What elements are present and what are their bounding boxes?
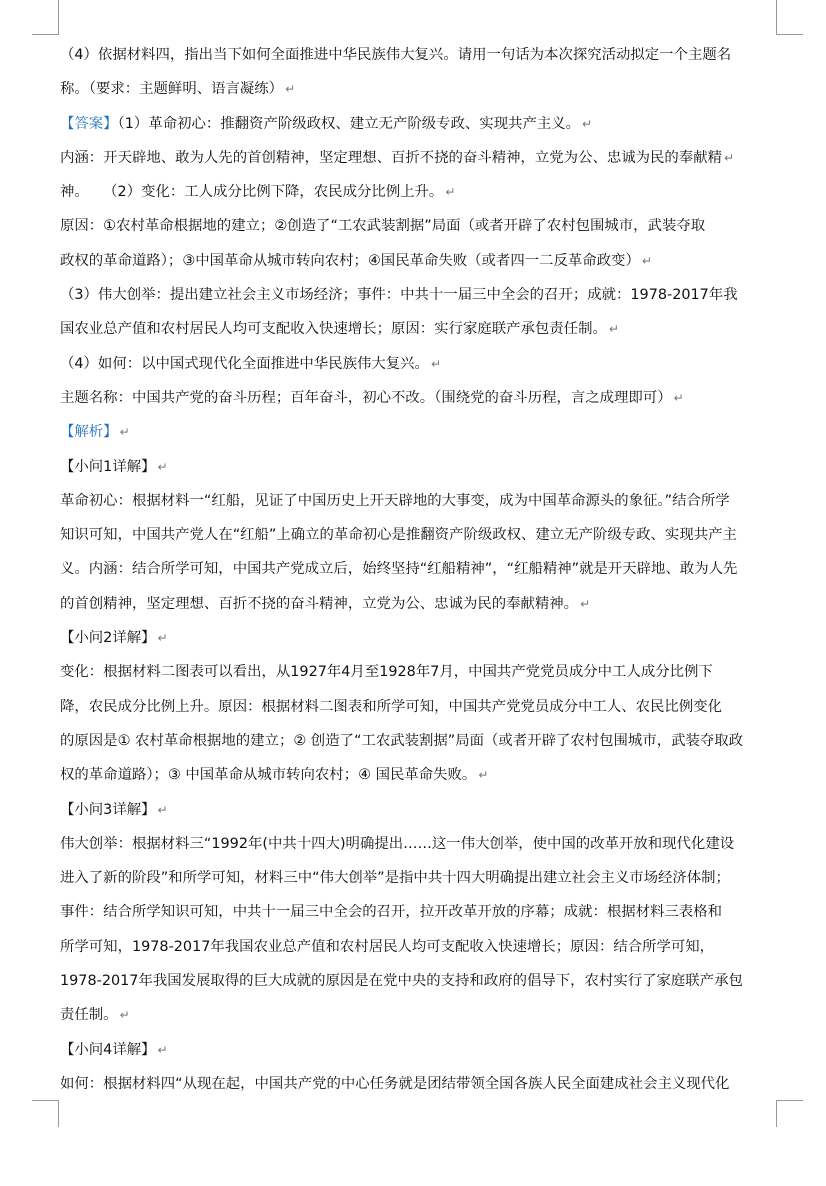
subquestion-heading-1: 【小问1详解】 ↵: [60, 458, 168, 475]
subquestion-heading-2: 【小问2详解】 ↵: [60, 630, 168, 647]
document-body: [60, 38, 778, 1101]
paragraph-mark: ↵: [157, 1042, 168, 1057]
text-line: 责任制。 ↵: [60, 1007, 130, 1024]
crop-mark-bottom-right: [776, 1100, 803, 1127]
text-line: 1978-2017年我国发展取得的巨大成就的原因是在党中央的支持和政府的倡导下，农村实行了家庭联产承包: [60, 973, 743, 990]
text-line: 降，农民成分比例上升。原因：根据材料二图表和所学可知，中国共产党党员成分中工人、农民比例变化: [60, 698, 722, 715]
text-line: 事件：结合所学知识可知，中共十一届三中全会的召开，拉开改革开放的序幕；成就：根据材料三表格和: [60, 904, 722, 921]
text-line: 义。内涵：结合所学可知，中国共产党成立后，始终坚持“红船精神”，“红船精神”就是开天辟地、敢为人先: [60, 561, 738, 578]
text-line: 称。（要求：主题鲜明、语言凝练） ↵: [60, 81, 296, 98]
paragraph-mark: ↵: [608, 322, 619, 337]
text-line: 变化：根据材料二图表可以看出，从1927年4月至1928年7月，中国共产党党员成分中工人成分比例下: [60, 664, 713, 681]
text-line: 所学可知，1978-2017年我国农业总产值和农村居民人均可支配收入快速增长；原因：结合所学可知，: [60, 938, 715, 955]
paragraph-mark: ↵: [430, 356, 441, 371]
text-line: （4）如何：以中国式现代化全面推进中华民族伟大复兴。 ↵: [60, 355, 441, 372]
text-line: 如何：根据材料四“从现在起，中国共产党的中心任务就是团结带领全国各族人民全面建成社会主义现代化: [60, 1075, 730, 1092]
subquestion-heading-3: 【小问3详解】 ↵: [60, 801, 168, 818]
text-line: 国农业总产值和农村居民人均可支配收入快速增长；原因：实行家庭联产承包责任制。 ↵: [60, 321, 619, 338]
paragraph-mark: ↵: [673, 390, 684, 405]
answer-label: 【答案】: [60, 115, 118, 132]
crop-mark-top-right: [776, 0, 803, 35]
paragraph-mark: ↵: [723, 150, 735, 165]
text-line: （4）依据材料四，指出当下如何全面推进中华民族伟大复兴。请用一句话为本次探究活动拟定一个主题名: [60, 47, 732, 63]
paragraph-mark: ↵: [119, 425, 130, 440]
text-line: 权的革命道路）；③ 中国革命从城市转向农村；④ 国民革命失败。 ↵: [60, 767, 489, 784]
crop-mark-top-left: [32, 0, 59, 35]
analysis-heading: 【解析】 ↵: [60, 424, 130, 441]
paragraph-mark: ↵: [119, 1008, 130, 1023]
paragraph-mark: ↵: [157, 631, 168, 646]
paragraph-mark: ↵: [478, 768, 489, 783]
answer-heading-line: 【答案】（1）革命初心：推翻资产阶级政权、建立无产阶级专政、实现共产主义。 ↵: [60, 115, 593, 132]
text-line: 的原因是① 农村革命根据地的建立；② 创造了“工农武装割据”局面（或者开辟了农村包围城市，武装夺取政: [60, 732, 744, 749]
paragraph-mark: ↵: [580, 596, 591, 611]
text-line: 内涵：开天辟地、敢为人先的首创精神，坚定理想、百折不挠的奋斗精神，立党为公、忠诚为民的奉献精 ↵: [60, 149, 735, 166]
text-line: 进入了新的阶段”和所学可知，材料三中“伟大创举”是指中共十四大明确提出建立社会主义市场经济体制；: [60, 870, 730, 887]
text-line: 主题名称：中国共产党的奋斗历程；百年奋斗，初心不改。（围绕党的奋斗历程，言之成理即可） ↵: [60, 389, 684, 406]
paragraph-mark: ↵: [157, 802, 168, 817]
text-line: 政权的革命道路）；③中国革命从城市转向农村；④国民革命失败（或者四一二反革命政变） ↵: [60, 252, 652, 269]
subquestion-heading-4: 【小问4详解】 ↵: [60, 1041, 168, 1058]
text-line: 革命初心：根据材料一“红船，见证了中国历史上开天辟地的大事变，成为中国革命源头的象征。”结合所学: [60, 492, 730, 509]
text-line: 神。 （2）变化：工人成分比例下降，农民成分比例上升。 ↵: [60, 184, 456, 201]
text-line: 伟大创举：根据材料三“1992年(中共十四大)明确提出……这一伟大创举，使中国的改革开放和现代化建设: [60, 835, 735, 852]
text-line: （3）伟大创举：提出建立社会主义市场经济；事件：中共十一届三中全会的召开；成就：1978-2017年我: [60, 287, 738, 304]
text-line: 的首创精神，坚定理想、百折不挠的奋斗精神，立党为公、忠诚为民的奉献精神。 ↵: [60, 595, 591, 612]
paragraph-mark: ↵: [445, 185, 456, 200]
paragraph-mark: ↵: [285, 82, 296, 97]
text-line: 知识可知，中国共产党人在“红船”上确立的革命初心是推翻资产阶级政权、建立无产阶级专政、实现共产主: [60, 527, 737, 544]
paragraph-mark: ↵: [582, 116, 593, 131]
paragraph-mark: ↵: [641, 253, 652, 268]
paragraph-mark: ↵: [157, 459, 168, 474]
crop-mark-bottom-left: [32, 1100, 59, 1127]
text-line: 原因：①农村革命根据地的建立；②创造了“工农武装割据”局面（或者开辟了农村包围城市，武装夺取: [60, 218, 706, 235]
